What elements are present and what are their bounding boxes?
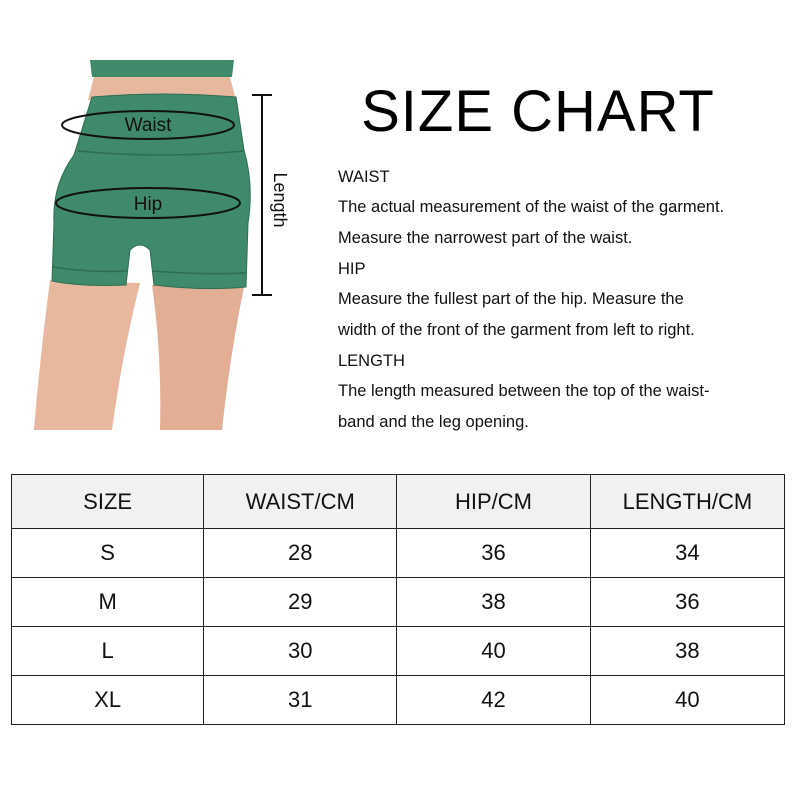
cell-size: M: [12, 578, 204, 627]
waist-label: Waist: [124, 115, 172, 136]
right-leg: [152, 285, 244, 430]
cell-hip: 42: [397, 676, 591, 725]
waist-heading: WAIST: [338, 168, 390, 186]
length-bracket: [252, 95, 272, 295]
left-leg: [34, 280, 140, 430]
length-label: Length: [270, 172, 290, 228]
cell-waist: 31: [204, 676, 397, 725]
cell-hip: 38: [397, 578, 591, 627]
cell-waist: 30: [204, 627, 397, 676]
cell-length: 36: [590, 578, 784, 627]
header-hip: HIP/CM: [397, 475, 591, 529]
cell-length: 40: [590, 676, 784, 725]
table-row: [12, 578, 785, 627]
header-size: SIZE: [12, 475, 204, 529]
cell-waist: 28: [204, 529, 397, 578]
header-length: LENGTH/CM: [590, 475, 784, 529]
hip-description-line: width of the front of the garment from left to right.: [338, 321, 695, 339]
table-row: [12, 676, 785, 725]
bra-band: [90, 60, 234, 77]
cell-size: S: [12, 529, 204, 578]
cell-length: 38: [590, 627, 784, 676]
waist-description-line: Measure the narrowest part of the waist.: [338, 229, 633, 247]
length-description-line: band and the leg opening.: [338, 413, 529, 431]
cell-hip: 36: [397, 529, 591, 578]
length-description-line: The length measured between the top of the waist-: [338, 382, 710, 400]
length-heading: LENGTH: [338, 352, 405, 370]
cell-waist: 29: [204, 578, 397, 627]
table-row: [12, 529, 785, 578]
hip-heading: HIP: [338, 260, 366, 278]
measurement-descriptions: [338, 162, 778, 438]
cell-size: XL: [12, 676, 204, 725]
waist-description-line: The actual measurement of the waist of the garment.: [338, 198, 725, 216]
hip-label: Hip: [133, 194, 163, 215]
page-title: SIZE CHART: [361, 79, 715, 144]
cell-size: L: [12, 627, 204, 676]
cell-length: 34: [590, 529, 784, 578]
size-table: [11, 474, 785, 725]
table-row: [12, 627, 785, 676]
garment-illustration: [22, 55, 312, 435]
header-waist: WAIST/CM: [204, 475, 397, 529]
hip-description-line: Measure the fullest part of the hip. Measure the: [338, 290, 684, 308]
table-header-row: [12, 475, 785, 529]
cell-hip: 40: [397, 627, 591, 676]
